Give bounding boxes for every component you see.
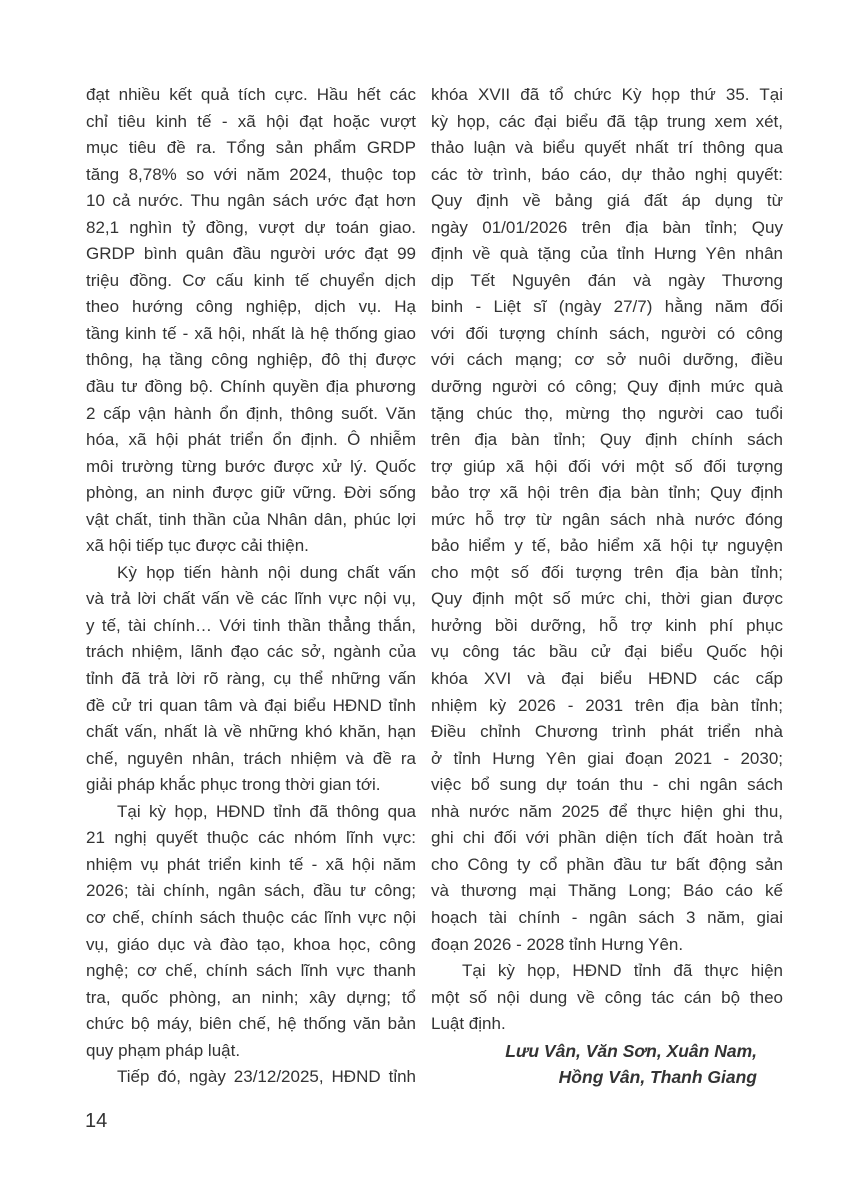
text-line: Luật định. [431,1014,506,1034]
text-line: bảo hiểm y tế, bảo hiểm xã hội tự nguyện [431,536,783,556]
text-line: chất vấn, nhất là về những khó khăn, hạn [86,722,416,742]
text-line: thông, hạ tầng công nghiệp, đô thị được [86,350,416,370]
text-line: hoạch tài chính - ngân sách 3 năm, giai [431,907,783,927]
text-line: mức hỗ trợ từ ngân sách nhà nước đóng [431,509,783,529]
text-line: và thương mại Thăng Long; Báo cáo kế [431,881,783,901]
text-line: chế, nguyên nhân, trách nhiệm và đề ra [86,748,416,768]
text-line: vật chất, tinh thần của Nhân dân, phúc lợi [86,509,416,529]
text-line: ở tỉnh Hưng Yên giai đoạn 2021 - 2030; [431,748,783,768]
text-line: cho Công ty cổ phần đầu tư bất động sản [431,854,783,874]
text-line: Quy định về bảng giá đất áp dụng từ [431,191,783,211]
text-line: 10 cả nước. Thu ngân sách ước đạt hơn [86,191,416,211]
text-line: tặng chúc thọ, mừng thọ người cao tuổi [431,403,783,423]
text-line: hưởng bồi dưỡng, hỗ trợ kinh phí phục [431,615,783,635]
text-line: y tế, tài chính… Với tinh thần thẳng thắn, [86,615,416,635]
text-line: chỉ tiêu kinh tế - xã hội đạt hoặc vượt [86,111,416,131]
text-line: cho một số đối tượng trên địa bàn tỉnh; [431,562,783,582]
text-line: 82,1 nghìn tỷ đồng, vượt dự toán giao. [86,217,416,237]
text-line: bảo trợ xã hội trên địa bàn tỉnh; Quy định [431,483,783,503]
text-line: môi trường từng bước được xử lý. Quốc [86,456,416,476]
text-line: vụ, giáo dục và đào tạo, khoa học, công [86,934,416,954]
text-line: đầu tư đồng bộ. Chính quyền địa phương [86,377,416,397]
text-line: quy phạm pháp luật. [86,1040,241,1060]
text-line: trách nhiệm, lãnh đạo các sở, ngành của [86,642,416,662]
text-line: đoạn 2026 - 2028 tỉnh Hưng Yên. [431,934,684,954]
text-line: nhà nước năm 2025 để thực hiện ghi thu, [431,801,783,821]
right-text-column [431,82,783,1091]
text-line: 2 cấp vận hành ổn định, thông suốt. Văn [86,403,416,423]
page-number: 14 [85,1110,108,1132]
left-text-column [86,82,416,1091]
text-line: định về quà tặng của tỉnh Hưng Yên nhân [431,244,783,264]
text-line: vụ công tác bầu cử đại biểu Quốc hội [431,642,783,662]
text-line: tầng kinh tế - xã hội, nhất là hệ thống giao [86,323,416,343]
byline-line: Hồng Vân, Thanh Giang [558,1067,757,1088]
text-line: kỳ họp, các đại biểu đã tập trung xem xét, [431,111,783,131]
text-line: GRDP bình quân đầu người ước đạt 99 [86,244,416,264]
text-line: binh - Liệt sĩ (ngày 27/7) hằng năm đối [431,297,783,317]
text-line: đạt nhiều kết quả tích cực. Hầu hết các [86,85,416,104]
text-line: nhiệm kỳ 2026 - 2031 trên địa bàn tỉnh; [431,695,783,715]
text-line: Tiếp đó, ngày 23/12/2025, HĐND tỉnh [117,1067,416,1087]
text-line: giải pháp khắc phục trong thời gian tới. [86,775,381,795]
text-line: cơ chế, chính sách thuộc các lĩnh vực nội [86,907,416,927]
text-line: triệu đồng. Cơ cấu kinh tế chuyển dịch [86,270,416,290]
text-line: thảo luận và biểu quyết nhất trí thông qua [431,138,783,158]
text-line: mục tiêu đề ra. Tổng sản phẩm GRDP [86,138,416,158]
text-line: tra, quốc phòng, an ninh; xây dựng; tổ [86,987,416,1007]
text-line: dưỡng người có công; Quy định mức quà [431,377,783,397]
text-line: việc bổ sung dự toán thu - chi ngân sách [431,775,783,795]
text-line: Điều chỉnh Chương trình phát triển nhà [431,722,783,742]
text-line: trợ giúp xã hội đối với một số đối tượng [431,456,783,476]
text-line: tăng 8,78% so với năm 2024, thuộc top [86,164,416,184]
text-line: khóa XVI và đại biểu HĐND các cấp [431,669,783,689]
text-line: đề cử tri quan tâm và đại biểu HĐND tỉnh [86,695,416,715]
text-line: 2026; tài chính, ngân sách, đầu tư công; [86,881,416,901]
text-line: với đối tượng chính sách, người có công [431,323,783,343]
text-line: phòng, an ninh được giữ vững. Đời sống [86,483,416,503]
text-line: theo hướng công nghiệp, dịch vụ. Hạ [86,297,416,317]
text-line: Tại kỳ họp, HĐND tỉnh đã thực hiện [462,961,783,981]
text-line: xã hội tiếp tục được cải thiện. [86,536,309,556]
byline-line: Lưu Vân, Văn Sơn, Xuân Nam, [505,1040,757,1061]
text-line: Quy định một số mức chi, thời gian được [431,589,783,609]
text-line: với cách mạng; cơ sở nuôi dưỡng, điều [431,350,783,370]
text-line: Tại kỳ họp, HĐND tỉnh đã thông qua [117,801,416,821]
text-line: một số nội dung về công tác cán bộ theo [431,987,783,1007]
text-line: nhiệm vụ phát triển kinh tế - xã hội năm [86,854,416,874]
text-line: ngày 01/01/2026 trên địa bàn tỉnh; Quy [431,217,783,237]
text-line: hóa, xã hội phát triển ổn định. Ô nhiễm [86,430,416,450]
text-line: chức bộ máy, biên chế, hệ thống văn bản [86,1014,416,1034]
text-line: các tờ trình, báo cáo, dự thảo nghị quyết: [431,164,783,184]
text-line: khóa XVII đã tổ chức Kỳ họp thứ 35. Tại [431,85,783,104]
text-line: 21 nghị quyết thuộc các nhóm lĩnh vực: [86,828,416,848]
text-line: dịp Tết Nguyên đán và ngày Thương [431,270,783,290]
text-line: và trả lời chất vấn về các lĩnh vực nội vụ, [86,589,416,609]
text-line: trên địa bàn tỉnh; Quy định chính sách [431,430,783,450]
text-line: tỉnh đã trả lời rõ ràng, cụ thể những vấn [86,669,416,689]
text-line: ghi chi đối với phần diện tích đất hoàn trả [431,828,783,848]
text-line: nghệ; cơ chế, chính sách lĩnh vực thanh [86,961,416,981]
text-line: Kỳ họp tiến hành nội dung chất vấn [117,562,416,582]
